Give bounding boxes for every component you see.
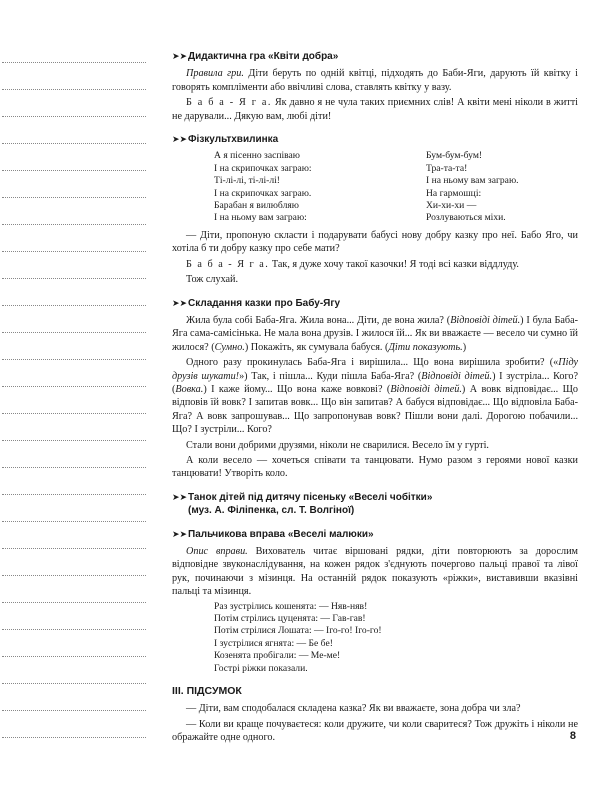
note-line — [2, 656, 146, 657]
section-title: Танок дітей під дитячу пісеньку «Веселі чобітки» — [188, 491, 433, 503]
poem-line: Розлуваються міхи. — [426, 212, 506, 224]
note-line — [2, 116, 146, 117]
section-subtitle: (муз. А. Філіпенка, сл. Т. Волгіної) — [188, 505, 355, 517]
note-line — [2, 440, 146, 441]
paragraph: Жила була собі Баба-Яга. Жила вона... Діти, де вона жила? (Відповіді дітей.) І була Баба-Яга сама-самісінька. Не мала вона друзів. І жилося їй... Як ви вважаєте — весело чи сумно їй жилося? (Сумно.) Покажіть, як сумувала бабуся. (Діти показують.) — [172, 314, 578, 353]
double-arrow-icon: ➤➤ — [172, 491, 188, 502]
note-line — [2, 89, 146, 90]
section-game — [172, 50, 578, 123]
double-arrow-icon: ➤➤ — [172, 134, 188, 145]
poem-line: На гармошці: — [426, 187, 482, 199]
note-line — [2, 251, 146, 252]
poem — [172, 601, 578, 675]
paragraph: Тож слухай. — [186, 274, 239, 286]
note-line — [2, 683, 146, 684]
poem-line: Раз зустрілись кошенята: — Няв-няв! — [214, 600, 368, 612]
paragraph: Б а б а - Я г а. Так, я дуже хочу такої казочки! Я тоді всі казки віддлуду. — [186, 258, 519, 270]
double-arrow-icon: ➤➤ — [172, 528, 188, 539]
double-arrow-icon: ➤➤ — [172, 297, 188, 308]
page-content — [172, 50, 578, 747]
paragraph: — Діти, пропоную скласти і подарувати бабусі нову добру казку про неї. Бабо Яго, чи хотіла б ти добру казку про себе мати? — [172, 229, 578, 255]
poem-line: Тра-та-та! — [426, 162, 468, 174]
note-line — [2, 575, 146, 576]
note-line — [2, 413, 146, 414]
note-line — [2, 143, 146, 144]
note-line — [2, 548, 146, 549]
section-heading — [172, 133, 578, 146]
poem-line: Бум-бум-бум! — [426, 150, 483, 162]
poem-line: Ті-лі-лі, ті-лі-лі! — [214, 175, 280, 187]
poem-line: А я пісенно заспіваю — [214, 150, 300, 162]
section-heading — [172, 491, 578, 518]
paragraph: Одного разу прокинулась Баба-Яга і вирішила... Що вона вирішила зробити? («Піду друзів шукати!») Так, і пішла... Куди пішла Баба-Яга? (Відповіді дітей.) І зустріла... Кого? (Вовка.) І каже йому... Що вона каже вовкові? (Відповіді дітей.) А вовк відповідає... Що відповів їй вовк? І запитав вовк... Що він запитав? А бабуся відповідає... Що відповіла Баба-Яга? А вовк запрошував... Що запропонував вовк? Пішли вони далі. Дорогою побачили... Що? І зустріли... Кого? — [172, 357, 578, 436]
note-line — [2, 278, 146, 279]
note-line — [2, 224, 146, 225]
paragraph: Опис вправи. Вихователь читає віршовані рядки, діти повторюють за дорослим відповідне звуконаслідування, на кожен рядок з'єднують почергово пальці правої та лівої рук, починаючи з мізинця. На останній рядок показують «ріжки», виставивши вказівні пальці та мізинця. — [172, 546, 578, 598]
note-line — [2, 710, 146, 711]
note-line — [2, 62, 146, 63]
note-line — [2, 737, 146, 738]
note-line — [2, 467, 146, 468]
summary-heading: III. ПІДСУМОК — [172, 685, 242, 698]
poem-line: Барабан я вилюбляю — [214, 200, 299, 212]
paragraph: А коли весело — хочеться співати та танцювати. Нумо разом з героями нової казки танцювати! Утворіть коло. — [172, 454, 578, 480]
poem-line: Козенята пробігали: — Ме-ме! — [214, 650, 341, 662]
poem-line: Потім стрілись цуценята: — Гав-гав! — [214, 613, 366, 625]
section-heading — [172, 50, 578, 63]
note-line — [2, 305, 146, 306]
paragraph: Б а б а - Я г а. Як давно я не чула таких приємних слів! А квіти мені ніколи в житті не дарували... Дякую вам, любі діти! — [172, 97, 579, 122]
section-heading — [172, 297, 578, 310]
section-title: Дидактична гра «Квіти добра» — [188, 51, 339, 62]
note-line — [2, 494, 146, 495]
note-line — [2, 602, 146, 603]
poem-line: І на ньому вам заграю. — [426, 175, 519, 187]
poem-line: Гострі ріжки показали. — [214, 662, 308, 674]
section-tale — [172, 297, 578, 481]
section-heading — [172, 528, 578, 541]
section-physical — [172, 133, 578, 286]
section-title: Пальчикова вправа «Веселі малюки» — [188, 528, 374, 540]
double-arrow-icon: ➤➤ — [172, 51, 188, 61]
note-line — [2, 629, 146, 630]
page-number: 8 — [569, 730, 576, 742]
note-line — [2, 359, 146, 360]
paragraph: — Коли ви краще почуваєтеся: коли дружите, чи коли сваритеся? Тож дружіть і ніколи не ображайте одне одного. — [172, 718, 578, 744]
note-line — [2, 170, 146, 171]
note-line — [2, 386, 146, 387]
section-title: Складання казки про Бабу-Ягу — [188, 297, 341, 309]
note-line — [2, 332, 146, 333]
paragraph: — Діти, вам сподобалася складена казка? Як ви вважаєте, зона добра чи зла? — [186, 703, 521, 715]
note-line — [2, 197, 146, 198]
section-dance — [172, 491, 578, 518]
poem-line: І на ньому вам заграю: — [214, 212, 307, 224]
section-summary — [172, 685, 578, 745]
poem-line: І на скрипочках заграю. — [214, 187, 312, 199]
poem-line: Хи-хи-хи — — [426, 200, 477, 212]
poem-line: Потім стрілися Лошата: — Іго-го! Іго-го! — [214, 625, 382, 637]
poem — [172, 150, 578, 224]
paragraph: Правила гри. Діти беруть по одній квітці, підходять до Баби-Яги, дарують їй квітку і говорять компліменти або ввічливі слова, ставлять квітку у вазу. — [172, 68, 579, 93]
poem-line: І зустрілися ягнята: — Бе бе! — [214, 637, 333, 649]
section-title: Фізкультхвилинка — [188, 134, 279, 146]
poem-line: І на скрипочках заграю: — [214, 162, 312, 174]
section-finger — [172, 528, 578, 675]
note-line — [2, 521, 146, 522]
paragraph: Стали вони добрими друзями, ніколи не сварилися. Весело їм у гурті. — [186, 439, 489, 451]
